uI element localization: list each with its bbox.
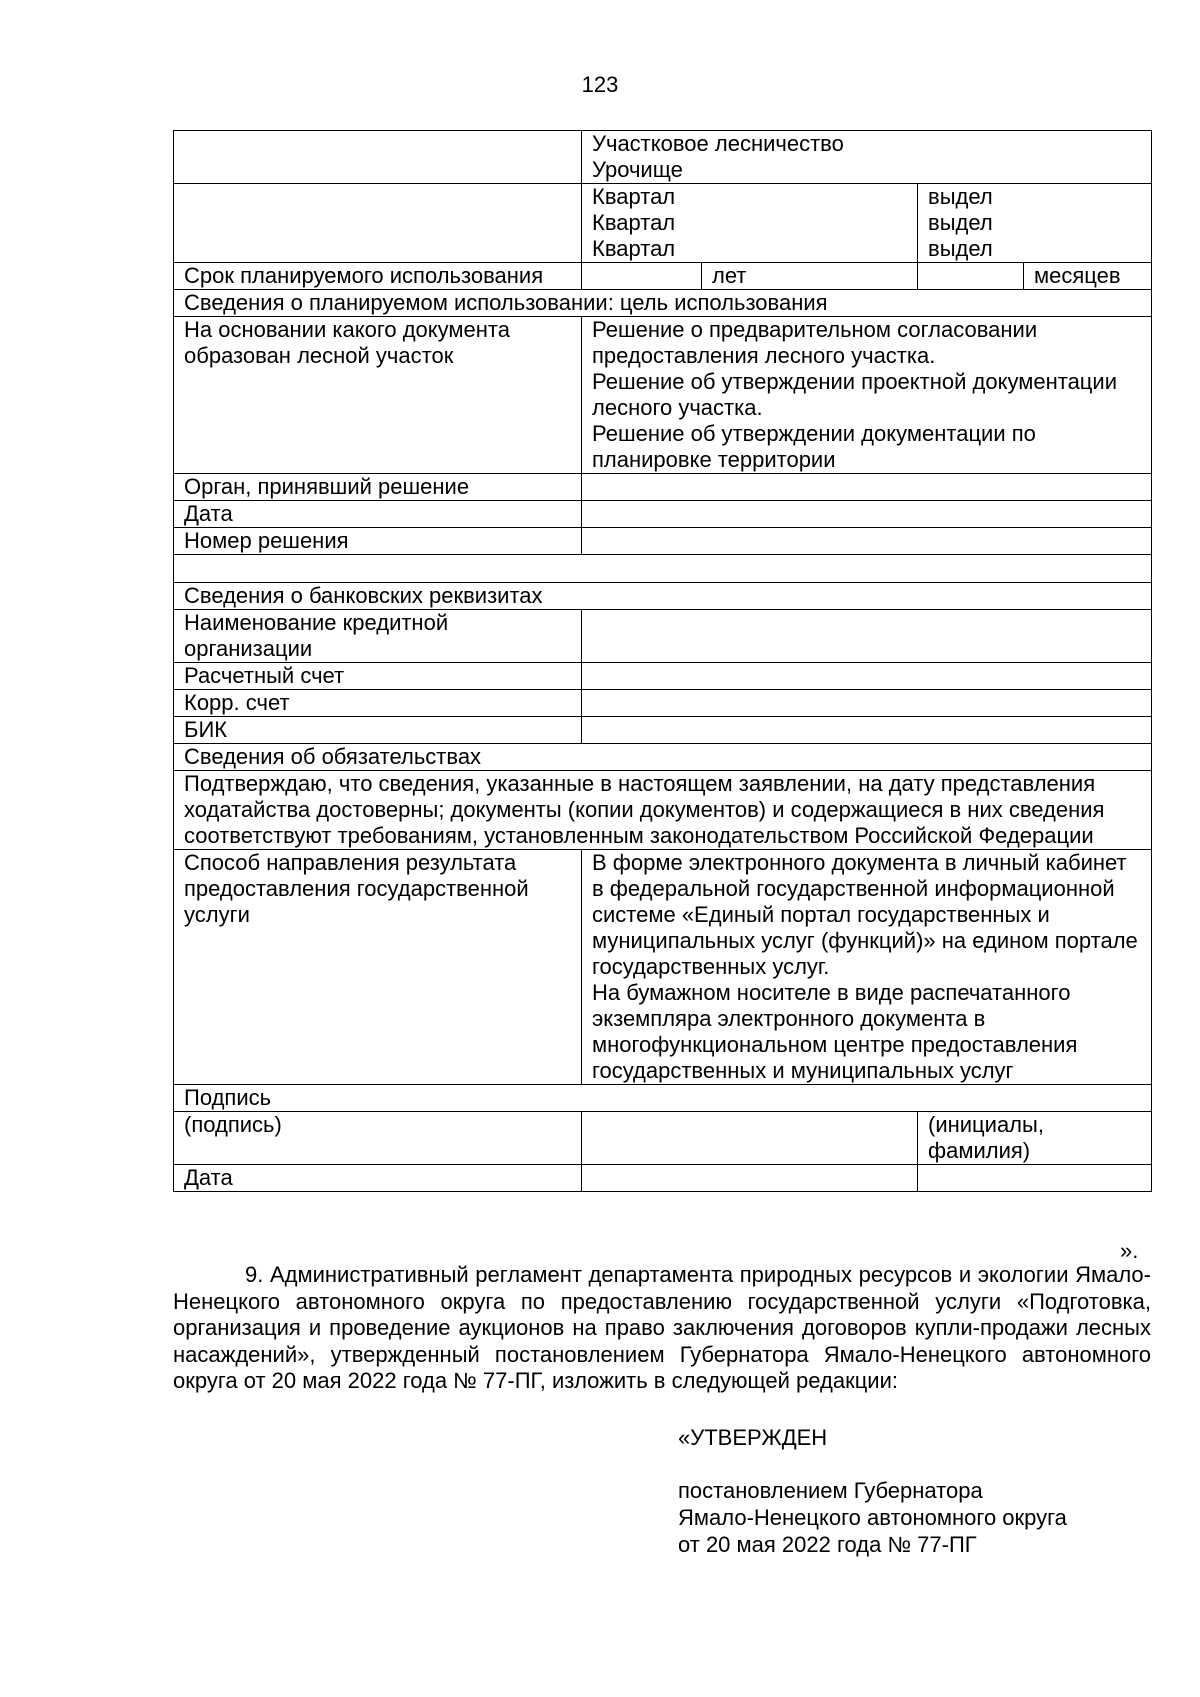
delivery-option-paper: На бумажном носителе в виде распечатанного экземпляра электронного документа в многофункциональном центре предоставления государственных и муниципальных услуг	[592, 980, 1078, 1083]
table-row-forestry	[174, 131, 1152, 184]
page-number: 123	[581, 72, 619, 97]
bik-value	[582, 717, 1152, 744]
table-row-corr-account	[174, 690, 1152, 717]
table-row-spacer	[174, 555, 1152, 583]
bank-name-label: Наименование кредитной организации	[174, 610, 582, 663]
approval-line: от 20 мая 2022 года № 77-ПГ	[678, 1532, 977, 1557]
date-label: Дата	[174, 501, 582, 528]
sign-date-extra	[918, 1165, 1152, 1192]
approval-line: постановлением Губернатора	[678, 1478, 983, 1503]
approval-title: «УТВЕРЖДЕН	[678, 1425, 828, 1450]
allotment-label: выдел	[928, 184, 993, 209]
table-row-delivery	[174, 850, 1152, 1085]
signature-label: (подпись)	[174, 1112, 582, 1165]
allotment-label: выдел	[928, 236, 993, 261]
table-row-basis	[174, 317, 1152, 474]
years-label: лет	[702, 263, 918, 290]
table-row-sign-date	[174, 1165, 1152, 1192]
empty-cell	[174, 555, 1152, 583]
table-row-planned-use	[174, 290, 1152, 317]
empty-cell	[174, 184, 582, 263]
table-row-bik	[174, 717, 1152, 744]
obligations-header: Сведения об обязательствах	[174, 744, 1152, 771]
table-row-bank-name	[174, 610, 1152, 663]
basis-option: Решение об утверждении документации по планировке территории	[592, 421, 1036, 472]
table-row-account	[174, 663, 1152, 690]
years-value-cell	[582, 263, 702, 290]
delivery-label: Способ направления результата предоставления государственной услуги	[174, 850, 582, 1085]
basis-label: На основании какого документа образован лесной участок	[174, 317, 582, 474]
months-value-cell	[918, 263, 1024, 290]
quarter-label: Квартал	[592, 184, 676, 209]
sign-date-label: Дата	[174, 1165, 582, 1192]
obligations-text: Подтверждаю, что сведения, указанные в настоящем заявлении, на дату представления ходатайства достоверны; документы (копии документов) и содержащиеся в них сведения соответствуют требованиям, установленным законодательством Российской Федерации	[174, 771, 1152, 850]
amendment-paragraph: 9. Административный регламент департамента природных ресурсов и экологии Ямало-Ненецкого автономного округа по предоставлению государственной услуги «Подготовка, организация и проведение аукционов на право заключения договоров купли-продажи лесных насаждений», утвержденный постановлением Губернатора Ямало-Ненецкого автономного округа от 20 мая 2022 года № 77-ПГ, изложить в следующей редакции:	[173, 1262, 1151, 1393]
account-label: Расчетный счет	[174, 663, 582, 690]
application-form-table	[173, 130, 1152, 1192]
term-label: Срок планируемого использования	[174, 263, 582, 290]
bank-name-value	[582, 610, 1152, 663]
sign-date-value	[582, 1165, 918, 1192]
decision-number-label: Номер решения	[174, 528, 582, 555]
empty-cell	[174, 131, 582, 184]
table-row-obligations-header	[174, 744, 1152, 771]
authority-value	[582, 474, 1152, 501]
bik-label: БИК	[174, 717, 582, 744]
table-row-date	[174, 501, 1152, 528]
delivery-option-electronic: В форме электронного документа в личный кабинет в федеральной государственной информационной системе «Единый портал государственных и муниципальных услуг (функций)» на едином портале государственных услуг.	[592, 850, 1138, 979]
table-row-decision-number	[174, 528, 1152, 555]
authority-label: Орган, принявший решение	[174, 474, 582, 501]
planned-use-label: Сведения о планируемом использовании: цель использования	[174, 290, 1152, 317]
table-row-quarters	[174, 184, 1152, 263]
table-row-signature-header	[174, 1085, 1152, 1112]
account-value	[582, 663, 1152, 690]
table-row-obligations-text	[174, 771, 1152, 850]
months-label: месяцев	[1024, 263, 1152, 290]
signature-value	[582, 1112, 918, 1165]
delivery-options	[582, 850, 1152, 1085]
corr-account-label: Корр. счет	[174, 690, 582, 717]
table-row-signature	[174, 1112, 1152, 1165]
forestry-cell	[582, 131, 1152, 184]
quarter-label: Квартал	[592, 236, 676, 261]
corr-account-value	[582, 690, 1152, 717]
forestry-label: Участковое лесничество	[592, 131, 844, 156]
approval-block	[678, 1424, 1067, 1558]
approval-line: Ямало-Ненецкого автономного округа	[678, 1505, 1067, 1530]
table-row-term	[174, 263, 1152, 290]
closing-quote: ».	[1120, 1238, 1139, 1263]
allotment-cell	[918, 184, 1152, 263]
signature-header: Подпись	[174, 1085, 1152, 1112]
basis-option: Решение об утверждении проектной документации лесного участка.	[592, 369, 1117, 420]
date-value	[582, 501, 1152, 528]
decision-number-value	[582, 528, 1152, 555]
basis-options	[582, 317, 1152, 474]
tract-label: Урочище	[592, 157, 683, 182]
bank-header: Сведения о банковских реквизитах	[174, 583, 1152, 610]
table-row-bank-header	[174, 583, 1152, 610]
allotment-label: выдел	[928, 210, 993, 235]
initials-label: (инициалы, фамилия)	[918, 1112, 1152, 1165]
quarter-cell	[582, 184, 918, 263]
table-row-authority	[174, 474, 1152, 501]
quarter-label: Квартал	[592, 210, 676, 235]
basis-option: Решение о предварительном согласовании предоставления лесного участка.	[592, 317, 1038, 368]
